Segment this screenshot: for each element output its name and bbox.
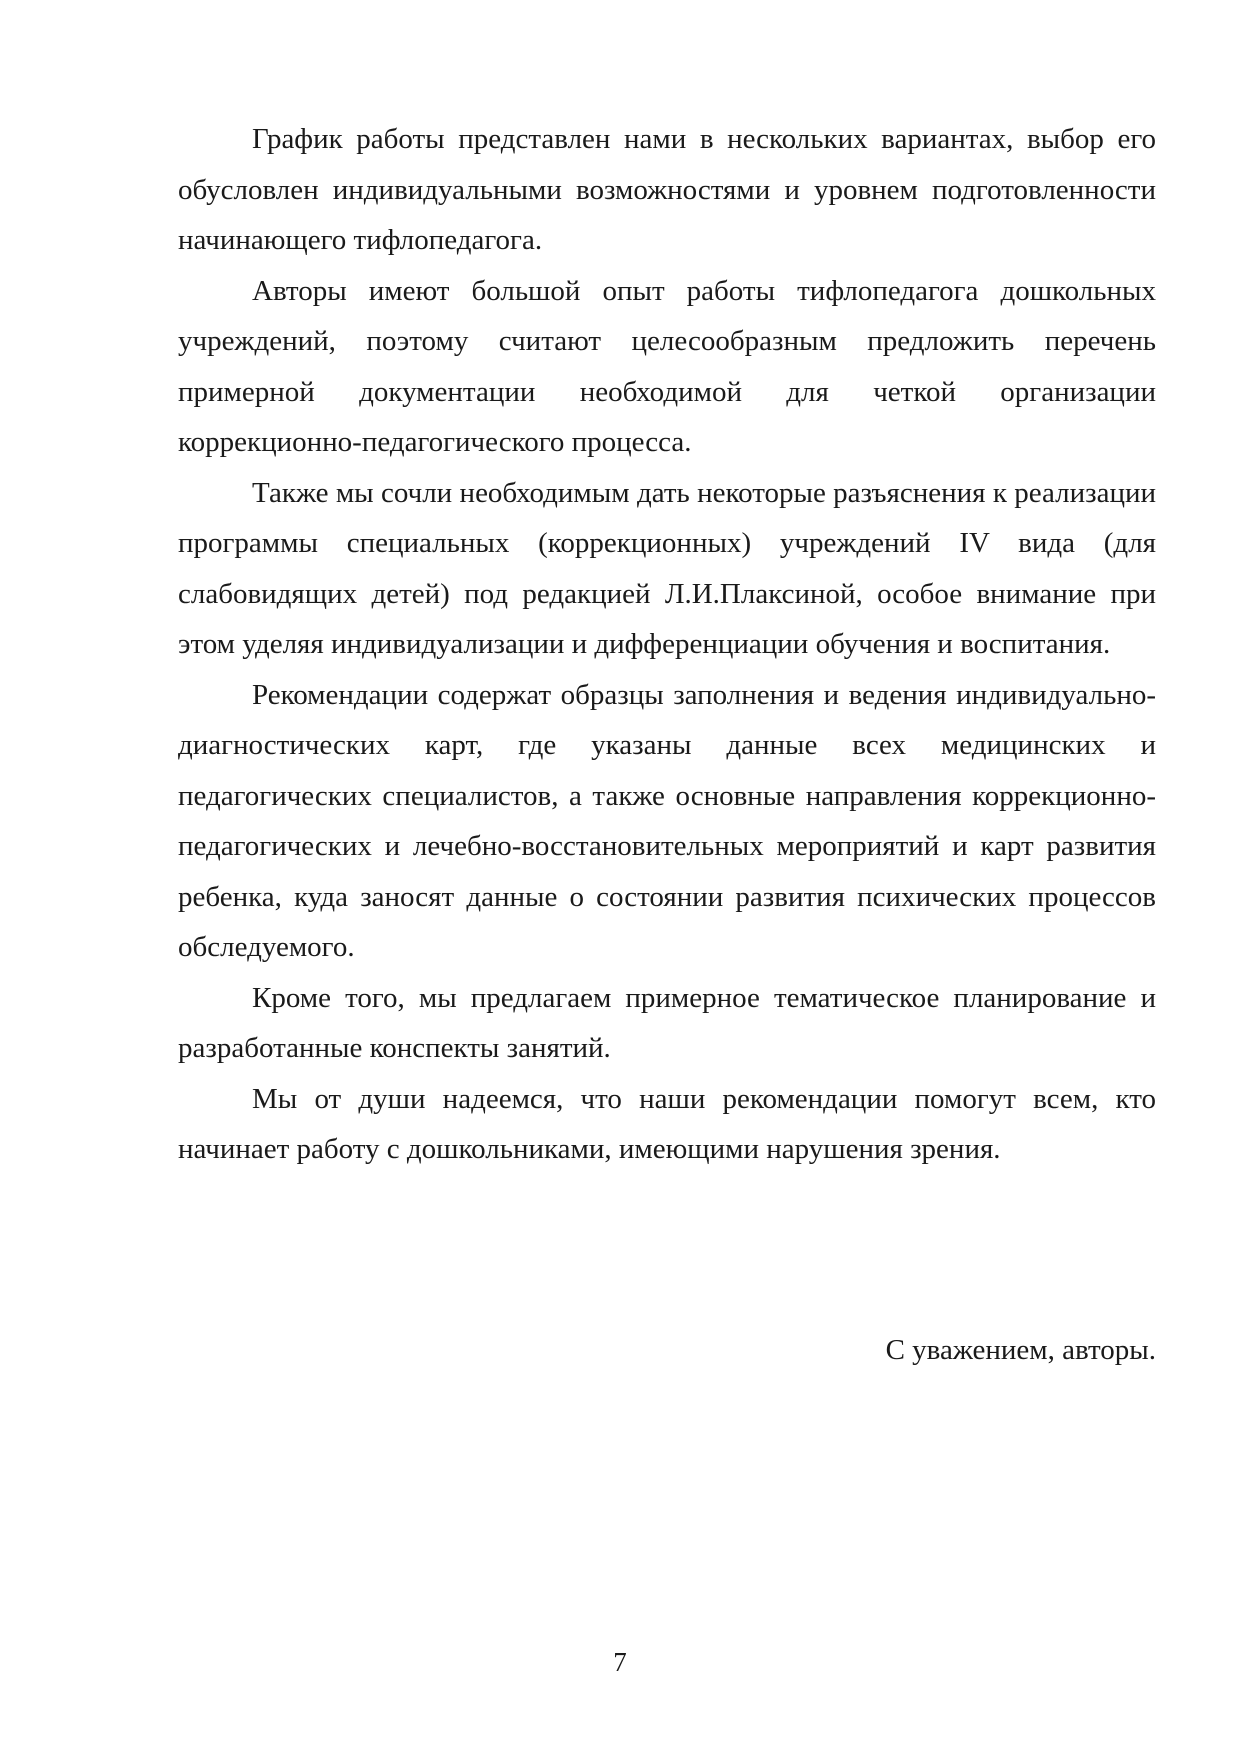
paragraph-work-schedule: График работы представлен нами в нескольких вариантах, выбор его обусловлен индивидуальными возможностями и уровнем подготовленности начинающего тифлопедагога. (178, 123, 1156, 256)
document-body (178, 114, 1156, 1175)
page-number: 7 (613, 1647, 627, 1677)
paragraph-authors-experience: Авторы имеют большой опыт работы тифлопедагога дошкольных учреждений, поэтому считают целесообразным предложить перечень примерной документации необходимой для четкой организации коррекционно-педагогического процесса. (178, 274, 1156, 458)
signature: С уважением, авторы. (885, 1334, 1156, 1366)
paragraph-recommendations: Рекомендации содержат образцы заполнения и ведения индивидуально-диагностических карт, где указаны данные всех медицинских и педагогических специалистов, а также основные направления коррекционно-педагогических и лечебно-восстановительных мероприятий и карт развития ребенка, куда заносят данные о состоянии развития психических процессов обследуемого. (178, 678, 1156, 963)
paragraph-thematic-planning: Кроме того, мы предлагаем примерное тематическое планирование и разработанные конспекты занятий. (178, 981, 1156, 1064)
paragraph-program-explanations: Также мы сочли необходимым дать некоторые разъяснения к реализации программы специальных (коррекционных) учреждений IV вида (для слабовидящих детей) под редакцией Л.И.Плаксиной, особое внимание при этом уделяя индивидуализации и дифференциации обучения и воспитания. (178, 476, 1156, 660)
paragraph-closing-hope: Мы от души надеемся, что наши рекомендации помогут всем, кто начинает работу с дошкольниками, имеющими нарушения зрения. (178, 1082, 1156, 1165)
